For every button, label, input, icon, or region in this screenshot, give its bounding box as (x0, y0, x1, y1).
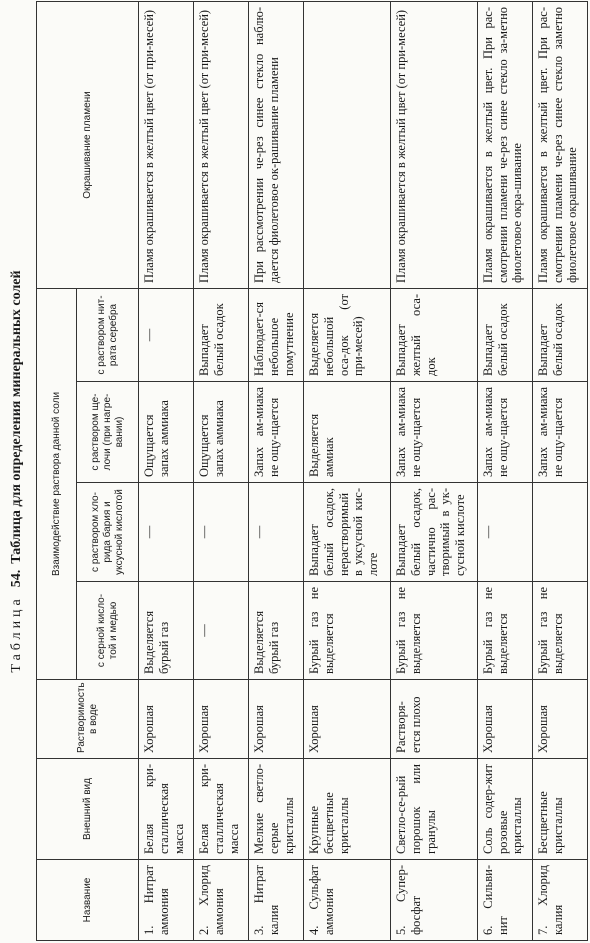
caption-word: Таблица (9, 595, 24, 673)
header-appearance: Внешний вид (37, 759, 139, 860)
table-row (304, 1, 391, 940)
reaction-sulfuric: Бурый газ не выделяется (532, 582, 587, 680)
reaction-alkali: Запах ам-миака не ощу-щается (477, 382, 532, 483)
salt-appearance: Светло-се-рый порошок или гранулы (391, 759, 478, 860)
caption-title: Таблица для определения минеральных солей (9, 270, 24, 564)
salt-solubility: Растворя-ется плохо (391, 680, 478, 759)
reaction-sulfuric: Бурый газ не выделяется (304, 582, 391, 680)
reaction-silver: Выпадает желтый оса-док (391, 288, 478, 381)
salt-appearance: Бесцветные кристаллы (532, 759, 587, 860)
salt-appearance: Мелкие светло-серые кристаллы (249, 759, 304, 860)
subheader-barium: с раствором хло-рида бария и уксусной кислотой (77, 483, 139, 582)
caption-number: 54. (9, 569, 24, 588)
reaction-alkali: Запах ам-миака не ощу-щается (391, 382, 478, 483)
reaction-barium: Выпадает белый осадок, нерастворимый в уксусной кис-лоте (304, 483, 391, 582)
salt-name: 1. Нитрат аммония (139, 860, 194, 941)
flame-color: Пламя окрашивается в желтый цвет. При рас-смотрении пламени че-рез синее стекло за-метно фиолетовое окра-шивание (477, 1, 532, 288)
reaction-barium: — (194, 483, 249, 582)
reaction-barium: — (249, 483, 304, 582)
flame-color (304, 1, 391, 288)
flame-color: Пламя окрашивается в желтый цвет (от при-месей) (391, 1, 478, 288)
table-row (139, 1, 194, 940)
reaction-alkali: Выделяется аммиак (304, 382, 391, 483)
mineral-salts-table (36, 1, 588, 941)
flame-color: При рассмотрении че-рез синее стекло наблю-дается фиолетовое ок-рашивание пламени (249, 1, 304, 288)
reaction-alkali: Запах ам-миака не ощу-щается (249, 382, 304, 483)
reaction-sulfuric: Выделяется бурый газ (139, 582, 194, 680)
salt-solubility: Хорошая (304, 680, 391, 759)
header-flame: Окрашивание пламени (37, 1, 139, 288)
salt-appearance: Крупные бесцветные кристаллы (304, 759, 391, 860)
reaction-alkali: Запах ам-миака не ощу-щается (532, 382, 587, 483)
subheader-silver: с раствором нит-рата серебра (77, 288, 139, 381)
salt-solubility: Хорошая (249, 680, 304, 759)
reaction-sulfuric: — (194, 582, 249, 680)
header-name: Название (37, 860, 139, 941)
table-row (532, 1, 587, 940)
salt-name: 3. Нитрат калия (249, 860, 304, 941)
reaction-silver: Наблюдает-ся небольшое помутнение (249, 288, 304, 381)
reaction-alkali: Ощущается запах аммиака (194, 382, 249, 483)
reaction-silver: Выпадает белый осадок (532, 288, 587, 381)
reaction-sulfuric: Бурый газ не выделяется (477, 582, 532, 680)
reaction-sulfuric: Выделяется бурый газ (249, 582, 304, 680)
flame-color: Пламя окрашивается в желтый цвет. При рас-смотрении пламени че-рез синее стекло заметно фиолетовое окрашивание (532, 1, 587, 288)
salt-name: 7. Хлорид калия (532, 860, 587, 941)
salt-solubility: Хорошая (139, 680, 194, 759)
flame-color: Пламя окрашивается в желтый цвет (от при-месей) (194, 1, 249, 288)
table-caption (0, 0, 34, 943)
salt-name: 2. Хлорид аммония (194, 860, 249, 941)
reaction-sulfuric: Бурый газ не выделяется (391, 582, 478, 680)
salt-appearance: Белая кри-сталлическая масса (139, 759, 194, 860)
reaction-silver: — (139, 288, 194, 381)
reaction-silver: Выпадает белый осадок (194, 288, 249, 381)
salt-solubility: Хорошая (532, 680, 587, 759)
reaction-silver: Выпадает белый осадок (477, 288, 532, 381)
table-row (391, 1, 478, 940)
salt-name: 5. Супер-фосфат (391, 860, 478, 941)
reaction-alkali: Ощущается запах аммиака (139, 382, 194, 483)
reaction-barium: — (477, 483, 532, 582)
table-row (477, 1, 532, 940)
reaction-barium: Выпадает белый осадок, частично рас-творимый в ук-сусной кислоте (391, 483, 478, 582)
header-solubility: Растворимость в воде (37, 680, 139, 759)
reaction-barium: — (139, 483, 194, 582)
table-row (249, 1, 304, 940)
salt-appearance: Соль содер-жит розовые кристаллы (477, 759, 532, 860)
table-row (194, 1, 249, 940)
salt-solubility: Хорошая (477, 680, 532, 759)
reaction-barium (532, 483, 587, 582)
salt-appearance: Белая кри-сталлическая масса (194, 759, 249, 860)
subheader-sulfuric: с серной кисло-той и медью (77, 582, 139, 680)
flame-color: Пламя окрашивается в желтый цвет (от при-месей) (139, 1, 194, 288)
salt-solubility: Хорошая (194, 680, 249, 759)
reaction-silver: Выделяется небольшой оса-док (от при-месей) (304, 288, 391, 381)
salt-name: 6. Сильви-нит (477, 860, 532, 941)
header-interaction: Взаимодействие раствора данной соли (37, 288, 77, 679)
salt-name: 4. Сульфат аммония (304, 860, 391, 941)
subheader-alkali: с раствором ще-лочи (при нагре-вании) (77, 382, 139, 483)
